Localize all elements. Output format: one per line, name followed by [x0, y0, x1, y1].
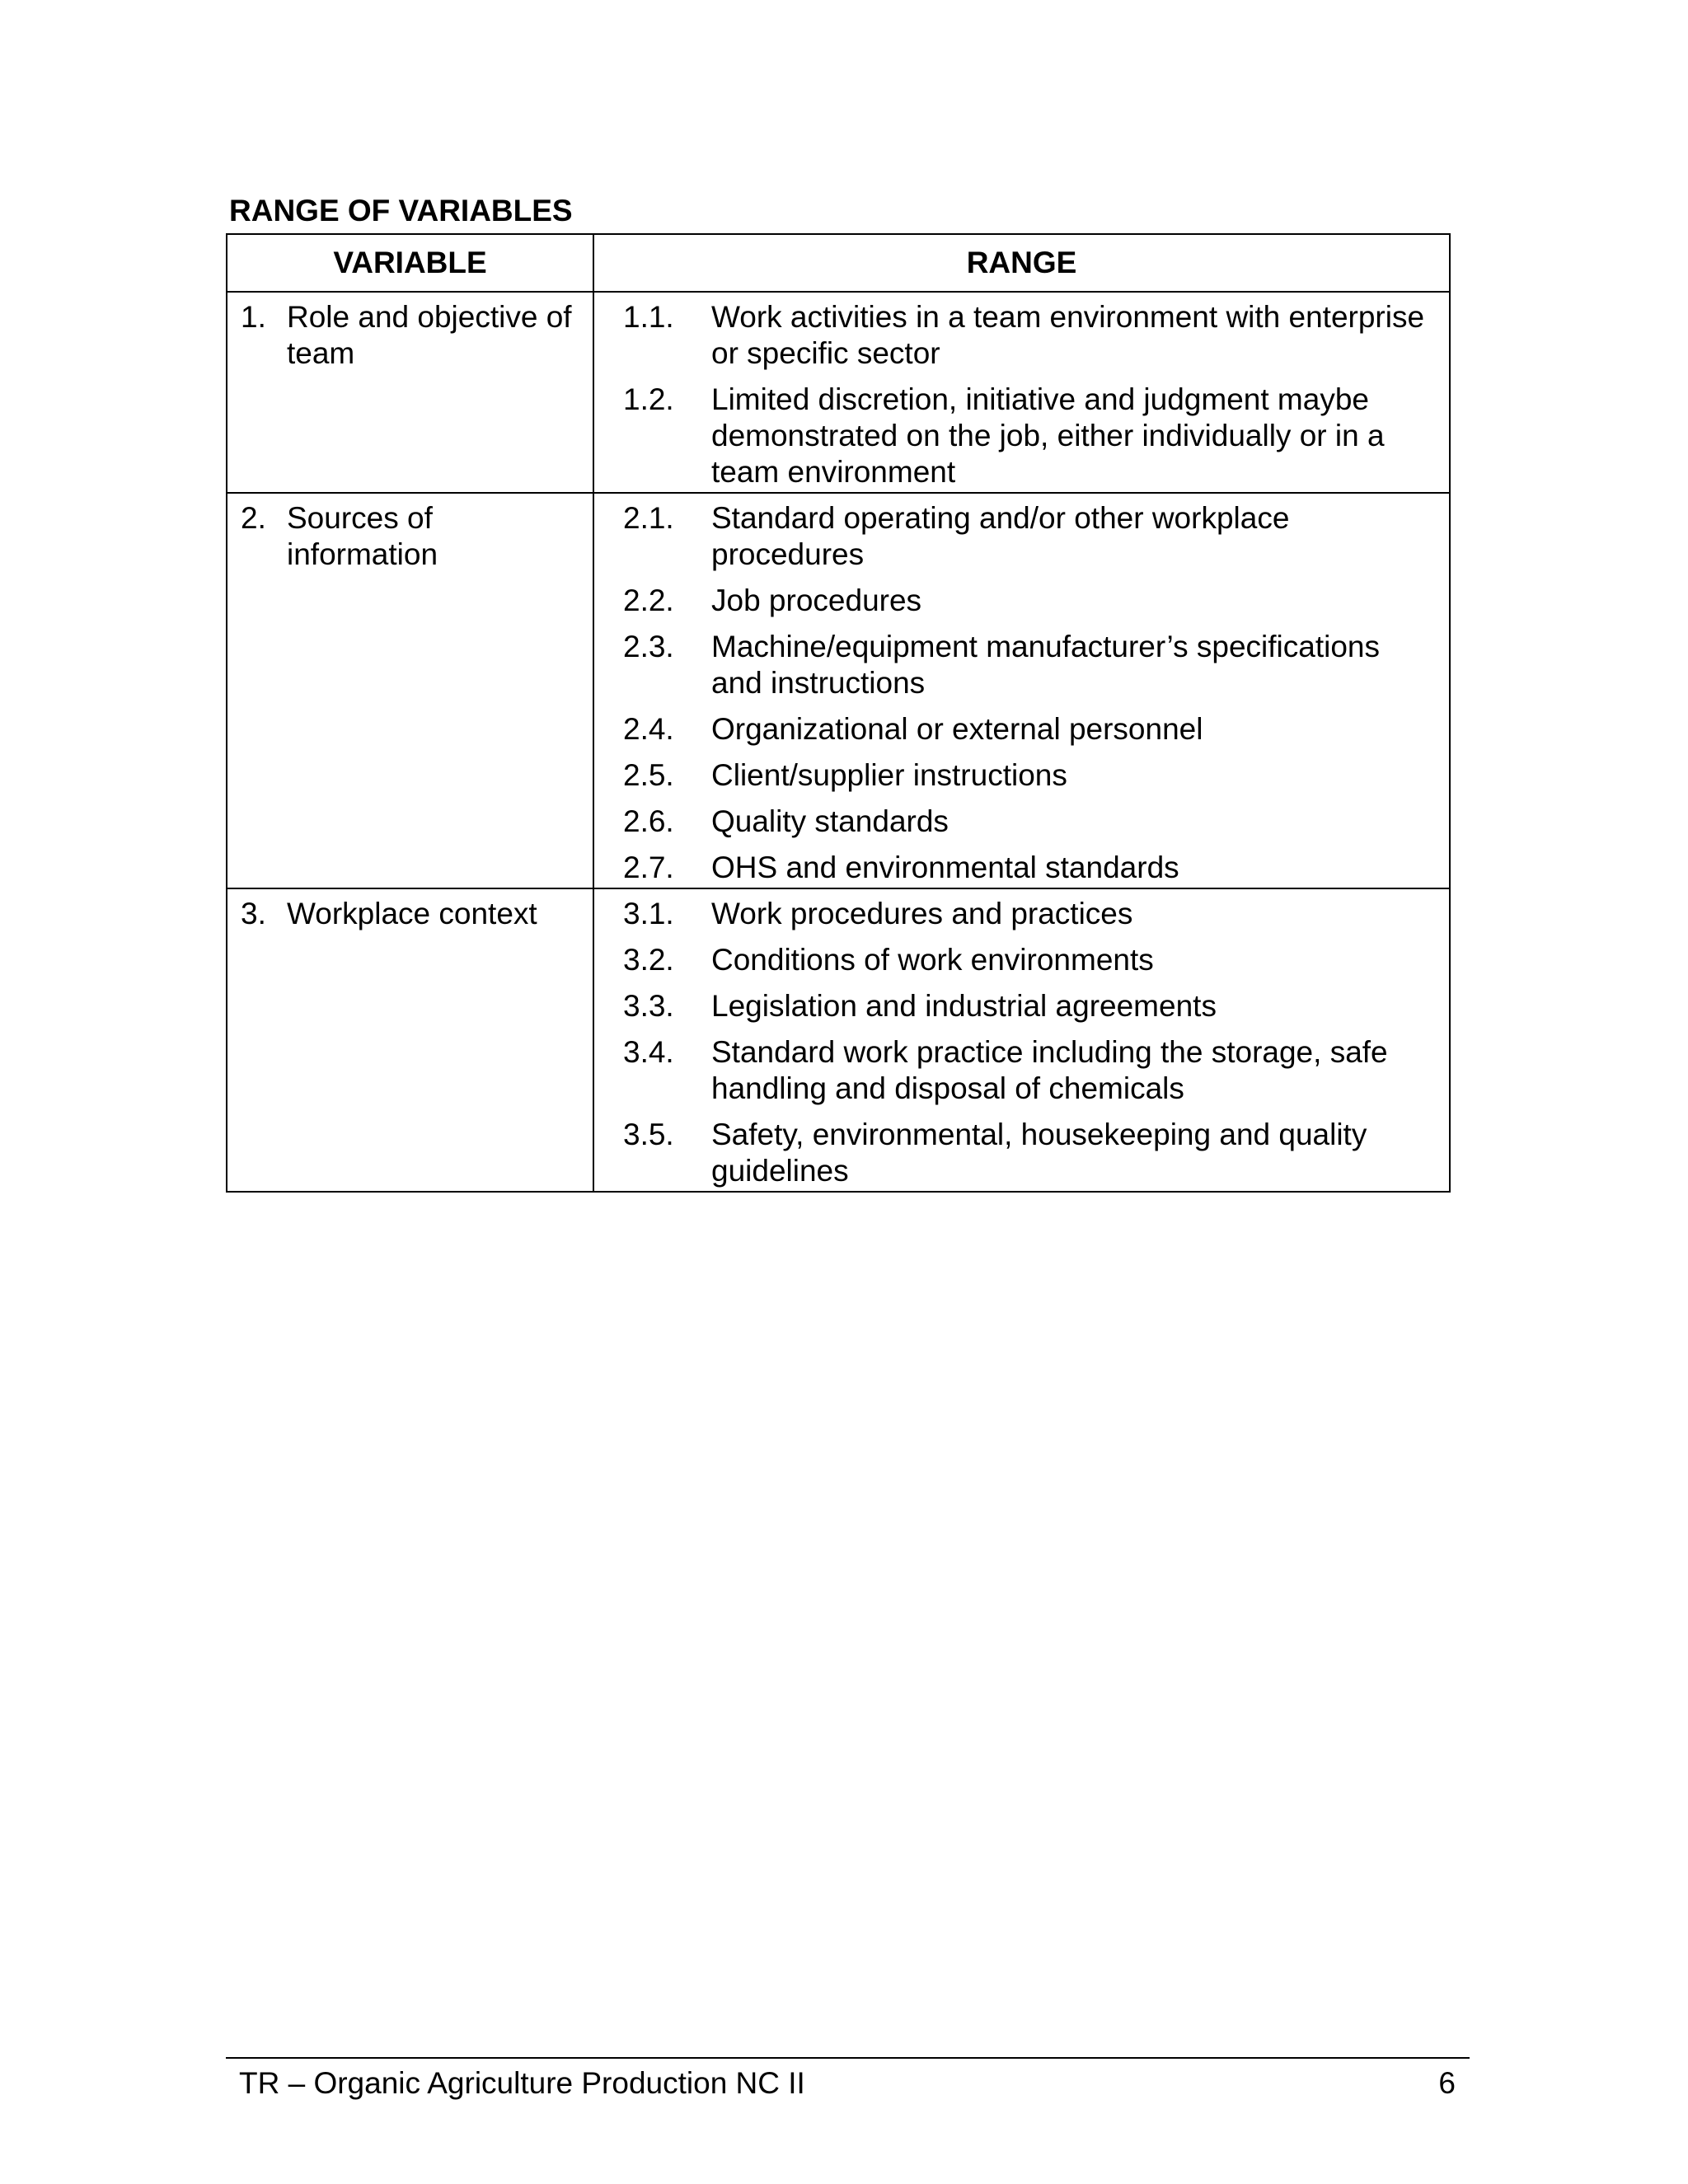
table-row	[227, 888, 1450, 1192]
table-row	[227, 493, 1450, 888]
range-number: 1.1.	[623, 300, 674, 334]
range-item	[623, 804, 1432, 840]
range-number: 3.5.	[623, 1118, 674, 1151]
range-text: OHS and environmental standards	[711, 851, 1179, 884]
range-item	[623, 1117, 1432, 1189]
variable-text: Sources of information	[287, 501, 438, 571]
range-item	[623, 711, 1432, 748]
range-number: 2.2.	[623, 583, 674, 617]
range-number: 3.2.	[623, 943, 674, 977]
range-number: 1.2.	[623, 382, 674, 416]
range-text: Work activities in a team environment with enterprise or specific sector	[711, 300, 1425, 370]
range-text: Client/supplier instructions	[711, 758, 1067, 792]
range-number: 2.6.	[623, 804, 674, 838]
range-item	[623, 757, 1432, 794]
range-cell	[593, 292, 1450, 493]
range-number: 2.3.	[623, 630, 674, 663]
range-item	[623, 850, 1432, 886]
range-text: Job procedures	[711, 583, 922, 617]
variable-item	[241, 299, 586, 372]
range-number: 2.7.	[623, 851, 674, 884]
range-text: Limited discretion, initiative and judgment maybe demonstrated on the job, either individually or in a team environment	[711, 382, 1385, 489]
range-item	[623, 382, 1432, 490]
range-item	[623, 1034, 1432, 1107]
range-item	[623, 629, 1432, 701]
range-item	[623, 896, 1432, 932]
variable-cell	[227, 493, 593, 888]
variable-number: 3.	[241, 897, 266, 930]
variable-text: Role and objective of team	[287, 300, 572, 370]
footer-divider	[226, 2057, 1470, 2059]
range-cell	[593, 888, 1450, 1192]
footer-title: TR – Organic Agriculture Production NC II	[239, 2066, 805, 2100]
range-text: Legislation and industrial agreements	[711, 989, 1217, 1023]
range-number: 3.1.	[623, 897, 674, 930]
range-cell	[593, 493, 1450, 888]
variable-text: Workplace context	[287, 897, 537, 930]
range-number: 2.1.	[623, 501, 674, 535]
range-text: Work procedures and practices	[711, 897, 1133, 930]
variable-number: 1.	[241, 300, 266, 334]
range-item	[623, 500, 1432, 573]
range-of-variables-table	[226, 233, 1451, 1193]
page-number: 6	[1438, 2066, 1456, 2100]
range-item	[623, 299, 1432, 372]
range-number: 2.5.	[623, 758, 674, 792]
range-text: Standard operating and/or other workplace procedures	[711, 501, 1290, 571]
variable-item	[241, 500, 586, 573]
range-text: Conditions of work environments	[711, 943, 1154, 977]
range-text: Organizational or external personnel	[711, 712, 1203, 746]
header-variable: VARIABLE	[227, 234, 593, 292]
range-number: 2.4.	[623, 712, 674, 746]
range-text: Standard work practice including the storage, safe handling and disposal of chemicals	[711, 1035, 1388, 1105]
range-text: Safety, environmental, housekeeping and quality guidelines	[711, 1118, 1367, 1188]
header-range: RANGE	[593, 234, 1450, 292]
variable-cell	[227, 292, 593, 493]
range-number: 3.3.	[623, 989, 674, 1023]
range-item	[623, 942, 1432, 978]
range-text: Machine/equipment manufacturer’s specifications and instructions	[711, 630, 1381, 700]
variable-number: 2.	[241, 501, 266, 535]
range-text: Quality standards	[711, 804, 949, 838]
variable-cell	[227, 888, 593, 1192]
table-header-row	[227, 234, 1450, 292]
range-item	[623, 583, 1432, 619]
variable-item	[241, 896, 586, 932]
range-item	[623, 988, 1432, 1024]
table-row	[227, 292, 1450, 493]
range-number: 3.4.	[623, 1035, 674, 1069]
section-title: RANGE OF VARIABLES	[229, 194, 573, 227]
